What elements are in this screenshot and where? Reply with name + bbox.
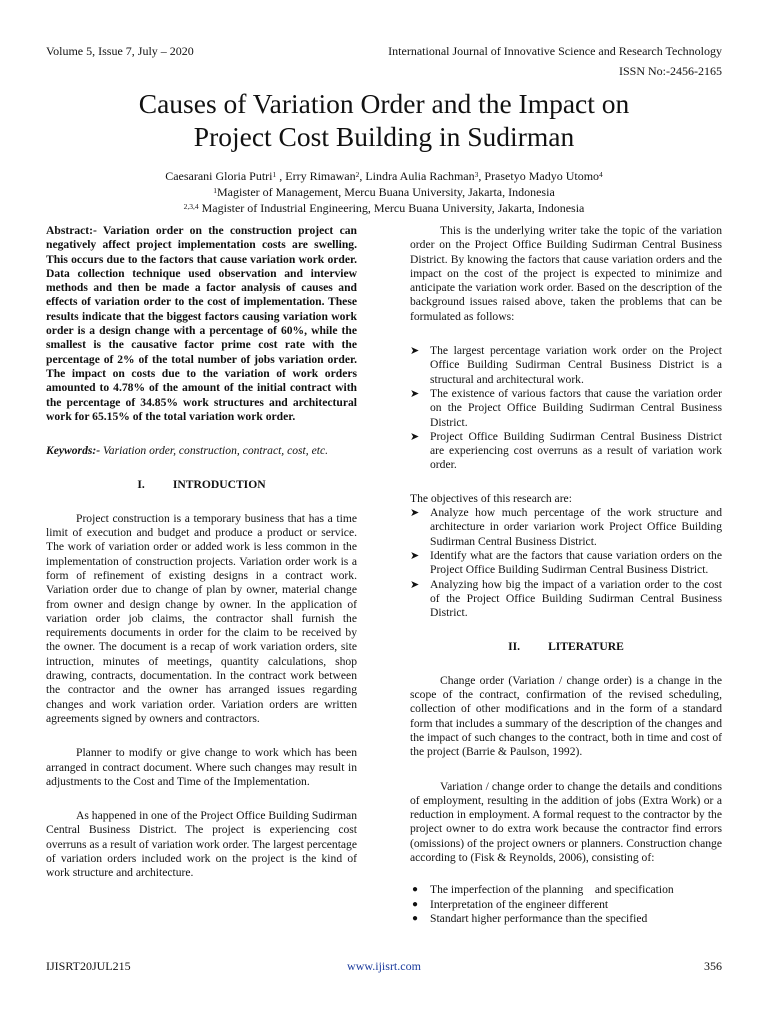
arrow-bullet-icon: ➤: [410, 387, 420, 400]
issn: ISSN No:-2456-2165: [618, 64, 722, 78]
left-column: [46, 224, 357, 881]
journal-name: International Journal of Innovative Science and Research Technology: [388, 44, 722, 58]
section-number: II.: [508, 640, 521, 654]
list-item-text: Identify what are the factors that cause variation orders on the Project Office Building Sudirman Central Business District.: [430, 548, 722, 577]
list-item: [410, 898, 722, 912]
list-item: [410, 578, 722, 621]
list-item-text: Analyze how much percentage of the work structure and architecture in order variarion work Project Office Building Sudirman Central Business District.: [430, 506, 722, 548]
literature-paragraph-1: Change order (Variation / change order) is a change in the scope of the contract, confirmation of the revised scheduling, collection of other modifications and in the form of a standard form that includes a summary of the description of the changes and the impact of such changes to the contract, both in time and cost of the project (Barrie & Paulson, 1992).: [410, 673, 722, 759]
list-item-text: The existence of various factors that cause the variation order on the Project Office Building Sudirman Central Business District.: [430, 386, 722, 429]
keywords-label: Keywords:-: [46, 444, 101, 458]
bullet-icon: ●: [412, 884, 419, 896]
section-title: LITERATURE: [548, 640, 624, 654]
author-3: , Lindra Aulia Rachman: [359, 169, 475, 183]
title-line-2: Project Cost Building in Sudirman: [193, 121, 575, 152]
author-3-sup: 3: [474, 170, 479, 179]
section-heading-literature: [410, 640, 722, 654]
abstract: Abstract:- Variation order on the construction project can negatively affect project implementation costs are swelling. This occurs due to the factors that cause variation work order. Data collection technique used observation and interview methods and then be made a factor analysis of causes and effects of variation order to the cost of implementation. These results indicate that the biggest factors causing variation work order is a design change with a percentage of 60%, while the smallest is the causative factor prime cost rate with the percentage of 2% of the total number of jobs variation order. The impact on costs due to the variation of work orders amounted to 4.78% of the amount of the initial contract with the percentage of 34.85% work structures and architectural work for 65.15% of the total variation work order.: [46, 224, 357, 423]
arrow-bullet-icon: ➤: [410, 549, 420, 562]
problem-list: [410, 344, 722, 473]
author-1-sup: 1: [272, 170, 277, 179]
intro-paragraph-3: As happened in one of the Project Office Building Sudirman Central Business District. The project is experiencing cost overruns as a result of variation work order. The largest percentage of variation orders included work on the project is the kind of work structure and architecture.: [46, 809, 357, 880]
arrow-bullet-icon: ➤: [410, 507, 420, 520]
list-item-text: Project Office Building Sudirman Central Business District are experiencing cost overruns as a result of variation work order.: [430, 429, 722, 472]
author-4-sup: 4: [599, 170, 603, 179]
title-line-1: Causes of Variation Order and the Impact on: [138, 88, 630, 119]
keywords-text: Variation order, construction, contract, cost, etc.: [100, 444, 328, 458]
affiliation-2-sup: 2,3,4: [183, 202, 199, 211]
affiliation-2-text: Magister of Industrial Engineering, Mercu Buana University, Jakarta, Indonesia: [198, 201, 585, 215]
list-item: [410, 883, 722, 897]
list-item-text: Interpretation of the engineer different: [430, 897, 609, 911]
paper-title: [40, 87, 728, 153]
author-1: Caesarani Gloria Putri: [165, 169, 273, 183]
author-2-sup: 2: [355, 170, 360, 179]
volume-info: Volume 5, Issue 7, July – 2020: [46, 44, 194, 58]
objectives-list: [410, 506, 722, 620]
section-title: INTRODUCTION: [172, 478, 266, 492]
list-item-text: Standart higher performance than the specified: [430, 911, 648, 925]
bullet-icon: ●: [412, 912, 419, 924]
list-item: [410, 430, 722, 473]
page-number: 356: [704, 959, 722, 973]
background-paragraph: This is the underlying writer take the topic of the variation order on the Project Office Building Sudirman Central Business District. By knowing the factors that cause variation orders and the impact on the cost of the project is expected to minimize and anticipate the variation work order. Based on the description of the background issues raised above, taken the problems that can be formulated as follows:: [410, 224, 722, 323]
list-item: [410, 912, 722, 926]
affiliation-1: [40, 184, 728, 200]
literature-paragraph-2: Variation / change order to change the details and conditions of employment, resulting in the addition of jobs (Extra Work) or a reduction in employment. A formal request to the contractor by the project owner to do extra work because the contractor find errors (omissions) of the project owners or planners. Construction change according to (Fisk & Reynolds, 2006), consisting of:: [410, 779, 722, 864]
intro-paragraph-1: Project construction is a temporary business that has a time limit of execution and budget and produce a product or service. The work of variation order or added work is less common in the implementation of construction projects. Variation order work is a form of refinement of existing designs in a contract work. Variation order due to change of plan by owner, material change from owner and design change by owner. In the application of variation order job claims, the contractor shall furnish the requirements documents in order for the claim to be received by the owner. The document is a recap of work variation orders, site intruction, minutes of meetings, quantity calculations, shop drawing, contracts, documentation. In the contract work between the contractor and the owner has arranged issues regarding changes and work variation order. Variation orders are written agreements signed by owners and contractors.: [46, 511, 357, 725]
right-column: [410, 224, 722, 926]
list-item-text: Analyzing how big the impact of a variation order to the cost of the Project Office Building Sudirman Central Business District.: [430, 577, 722, 620]
list-item-text: The largest percentage variation work order on the Project Office Building Sudirman Central Business District is a structural and architectural work.: [430, 344, 722, 386]
objectives-title: The objectives of this research are:: [410, 491, 572, 505]
arrow-bullet-icon: ➤: [410, 578, 420, 591]
arrow-bullet-icon: ➤: [410, 430, 420, 443]
author-names: [40, 168, 728, 184]
journal-url-link[interactable]: www.ijisrt.com: [347, 959, 421, 973]
section-heading-introduction: [46, 478, 357, 492]
author-block: [40, 168, 728, 216]
list-item: [410, 549, 722, 578]
list-item: [410, 506, 722, 549]
causes-list: [410, 883, 722, 926]
affiliation-1-sup: 1: [213, 186, 217, 195]
author-2: , Erry Rimawan: [276, 169, 356, 183]
affiliation-1-text: Magister of Management, Mercu Buana University, Jakarta, Indonesia: [216, 185, 555, 199]
affiliation-2: [40, 200, 728, 216]
list-item-text: The imperfection of the planning and specification: [430, 883, 674, 897]
bullet-icon: ●: [412, 898, 419, 910]
arrow-bullet-icon: ➤: [410, 345, 420, 358]
paper-code: IJISRT20JUL215: [46, 959, 131, 973]
author-4: , Prasetyo Madyo Utomo: [478, 169, 600, 183]
list-item: [410, 387, 722, 430]
keywords: [46, 444, 357, 458]
list-item: [410, 344, 722, 387]
section-number: I.: [137, 478, 145, 492]
intro-paragraph-2: Planner to modify or give change to work which has been arranged in contract document. Where such changes may result in adjustments to the Cost and Time of the Implementation.: [46, 746, 357, 788]
